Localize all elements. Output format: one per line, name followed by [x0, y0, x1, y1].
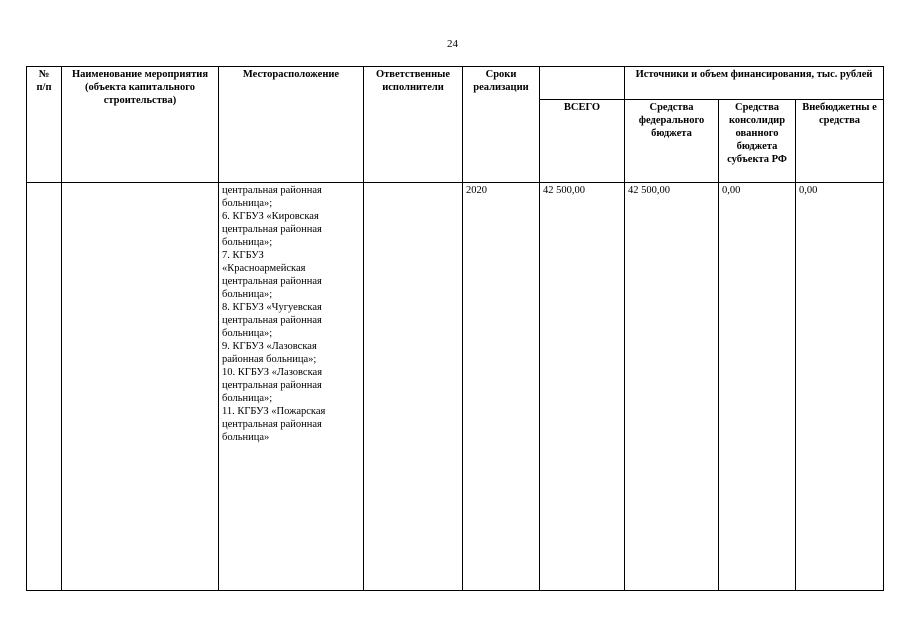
header-total: ВСЕГО [540, 100, 625, 183]
header-funding: Источники и объем финансирования, тыс. рублей [625, 67, 884, 100]
table-row [27, 183, 884, 591]
header-empty [540, 67, 625, 100]
cell-period: 2020 [463, 183, 540, 591]
header-name: Наименование мероприятия (объекта капитального строительства) [62, 67, 219, 183]
header-row [27, 67, 884, 100]
header-regional: Средства консолидир ованного бюджета субъекта РФ [719, 100, 796, 183]
header-federal: Средства федерального бюджета [625, 100, 719, 183]
header-location: Месторасположение [219, 67, 364, 183]
cell-federal: 42 500,00 [625, 183, 719, 591]
page-number: 24 [447, 38, 458, 50]
cell-name [62, 183, 219, 591]
header-num: № п/п [27, 67, 62, 183]
cell-regional: 0,00 [719, 183, 796, 591]
cell-total: 42 500,00 [540, 183, 625, 591]
cell-extrabudget: 0,00 [796, 183, 884, 591]
cell-num [27, 183, 62, 591]
header-extrabudget: Внебюджетны е средства [796, 100, 884, 183]
funding-table [26, 66, 884, 591]
cell-location: центральная районная больница»; 6. КГБУЗ «Кировская центральная районная больница»; 7. КГБУЗ «Красноармейская центральная районная больница»; 8. КГБУЗ «Чугуевская центральная районная больница»; 9. КГБУЗ «Лазовская районная больница»; 10. КГБУЗ «Лазовская центральная районная больница»; 11. КГБУЗ «Пожарская центральная районная больница» [219, 183, 364, 591]
header-period: Сроки реализации [463, 67, 540, 183]
cell-executors [364, 183, 463, 591]
header-executors: Ответственные исполнители [364, 67, 463, 183]
